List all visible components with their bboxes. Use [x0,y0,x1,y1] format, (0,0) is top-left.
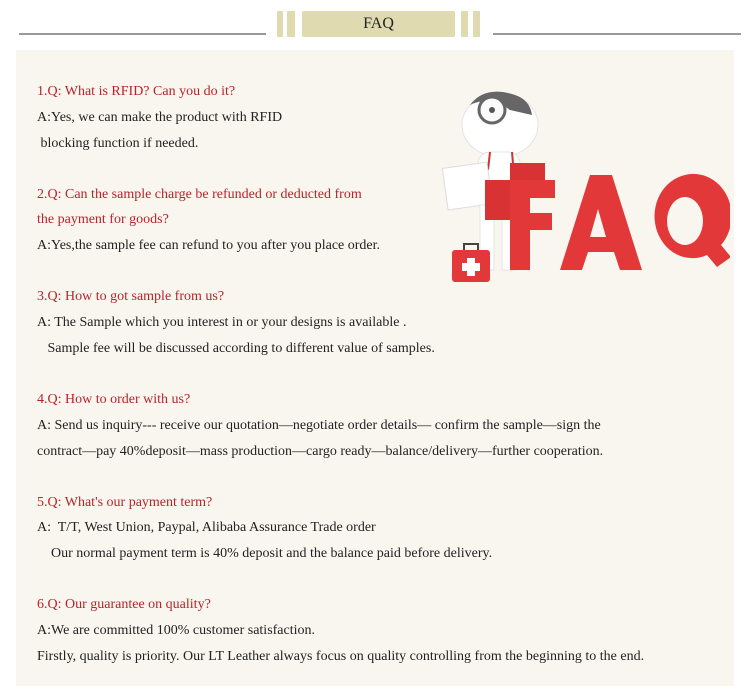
faq-answer-5-line-1: A: T/T, West Union, Paypal, Alibaba Assurance Trade order [37,520,376,535]
faq-question-3: 3.Q: How to got sample from us? [37,289,225,304]
faq-answer-3-line-2: Sample fee will be discussed according to different value of samples. [37,341,435,356]
faq-question-2-line-2: the payment for goods? [37,212,169,227]
faq-question-2-line-1: 2.Q: Can the sample charge be refunded or deducted from [37,187,362,202]
faq-answer-1-line-1: A:Yes, we can make the product with RFID [37,110,283,125]
faq-answer-4-line-2: contract—pay 40%deposit—mass production—cargo ready—balance/delivery—further cooperation. [37,444,604,459]
doctor-faq-illustration [440,80,730,290]
faq-answer-6-line-1: A:We are committed 100% customer satisfaction. [37,623,316,638]
faq-question-1: 1.Q: What is RFID? Can you do it? [37,84,236,99]
faq-answer-3-line-1: A: The Sample which you interest in or your designs is available . [37,315,407,330]
faq-letters [485,163,730,270]
header-rule-left [19,33,266,35]
faq-question-5: 5.Q: What's our payment term? [37,495,213,510]
header-rule-right [493,33,741,35]
faq-answer-5-line-2: Our normal payment term is 40% deposit and the balance paid before delivery. [37,546,493,561]
faq-answer-2: A:Yes,the sample fee can refund to you after you place order. [37,238,381,253]
faq-question-4: 4.Q: How to order with us? [37,392,191,407]
faq-banner [277,11,485,37]
faq-answer-1-line-2: blocking function if needed. [37,136,199,151]
page-title: FAQ [302,11,455,37]
faq-question-6: 6.Q: Our guarantee on quality? [37,597,211,612]
faq-answer-6-line-2: Firstly, quality is priority. Our LT Leather always focus on quality controlling from the beginning to the end. [37,649,645,664]
faq-answer-4-line-1: A: Send us inquiry--- receive our quotation—negotiate order details— confirm the sample—sign the [37,418,601,433]
